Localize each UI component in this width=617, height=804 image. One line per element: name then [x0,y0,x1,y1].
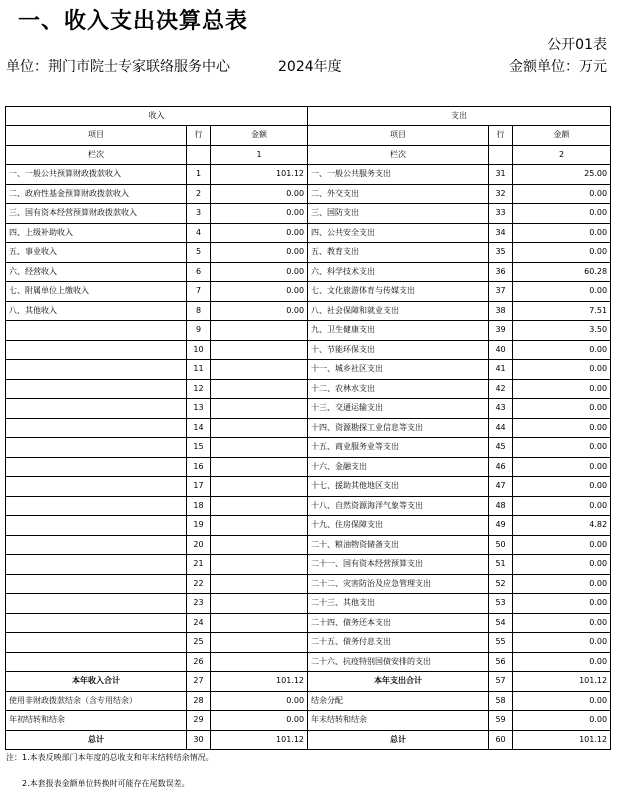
row-number: 43 [489,399,513,419]
income-amount: 0.00 [211,282,308,302]
expense-item: 五、教育支出 [308,243,489,263]
income-amount [211,360,308,380]
col-header-item: 项目 [6,126,187,146]
empty-cell [489,145,513,165]
income-item [6,360,187,380]
expense-item: 二十六、抗疫特别国债安排的支出 [308,652,489,672]
income-amount: 101.12 [211,165,308,185]
col-header-row-no: 行 [489,126,513,146]
row-number: 52 [489,574,513,594]
income-item [6,555,187,575]
total-expense-amount: 101.12 [513,672,611,692]
empty-cell [187,145,211,165]
income-item: 四、上级补助收入 [6,223,187,243]
expense-amount: 0.00 [513,399,611,419]
income-amount [211,340,308,360]
income-item: 三、国有资本经营预算财政拨款收入 [6,204,187,224]
expense-amount: 0.00 [513,457,611,477]
income-amount: 0.00 [211,301,308,321]
column-index-row [6,145,611,165]
row-number: 23 [187,594,211,614]
income-item: 一、一般公共预算财政拨款收入 [6,165,187,185]
row-number: 42 [489,379,513,399]
row-number: 30 [187,730,211,750]
expense-amount: 0.00 [513,379,611,399]
table-row [6,652,611,672]
expense-item: 十五、商业服务业等支出 [308,438,489,458]
income-item: 使用非财政拨款结余（含专用结余） [6,691,187,711]
income-item [6,399,187,419]
expense-item: 十三、交通运输支出 [308,399,489,419]
row-number: 34 [489,223,513,243]
income-amount [211,574,308,594]
row-number: 27 [187,672,211,692]
table-row [6,516,611,536]
expense-amount: 0.00 [513,418,611,438]
income-expense-table [5,106,611,750]
row-number: 18 [187,496,211,516]
column-header-row [6,126,611,146]
column-index-1: 1 [211,145,308,165]
expense-amount: 0.00 [513,496,611,516]
expense-amount: 0.00 [513,243,611,263]
table-row [6,457,611,477]
row-number: 15 [187,438,211,458]
row-number: 59 [489,711,513,731]
income-item [6,379,187,399]
expense-amount: 4.82 [513,516,611,536]
grand-total-expense: 101.12 [513,730,611,750]
row-number: 28 [187,691,211,711]
table-row [6,594,611,614]
row-number: 33 [489,204,513,224]
expense-amount: 0.00 [513,477,611,497]
row-number: 26 [187,652,211,672]
column-index-2: 2 [513,145,611,165]
expense-item: 九、卫生健康支出 [308,321,489,341]
row-number: 4 [187,223,211,243]
expense-item: 六、科学技术支出 [308,262,489,282]
income-amount [211,438,308,458]
footnote-2: 2.本套报表金额单位转换时可能存在尾数误差。 [22,779,190,788]
col-header-item: 项目 [308,126,489,146]
row-number: 7 [187,282,211,302]
expense-item: 十六、金融支出 [308,457,489,477]
expense-amount: 25.00 [513,165,611,185]
grand-total-income: 101.12 [211,730,308,750]
row-number: 40 [489,340,513,360]
row-number: 46 [489,457,513,477]
footnotes [6,752,214,804]
income-item [6,613,187,633]
expense-item: 七、文化旅游体育与传媒支出 [308,282,489,302]
income-amount [211,418,308,438]
table-row [6,399,611,419]
total-expense-label: 本年支出合计 [308,672,489,692]
row-number: 10 [187,340,211,360]
table-row [6,535,611,555]
table-row [6,574,611,594]
table-row [6,711,611,731]
expense-amount: 0.00 [513,633,611,653]
table-row [6,555,611,575]
row-number: 38 [489,301,513,321]
expense-amount: 60.28 [513,262,611,282]
table-row [6,262,611,282]
row-number: 31 [489,165,513,185]
table-row [6,633,611,653]
expense-amount: 0.00 [513,711,611,731]
row-number: 8 [187,301,211,321]
row-number: 17 [187,477,211,497]
expense-item: 十九、住房保障支出 [308,516,489,536]
row-number: 12 [187,379,211,399]
expense-item: 年末结转和结余 [308,711,489,731]
expense-item: 四、公共安全支出 [308,223,489,243]
row-number: 36 [489,262,513,282]
expense-amount: 0.00 [513,340,611,360]
income-amount: 0.00 [211,243,308,263]
row-number: 45 [489,438,513,458]
row-number: 35 [489,243,513,263]
income-amount: 0.00 [211,184,308,204]
row-number: 48 [489,496,513,516]
row-number: 37 [489,282,513,302]
income-item [6,652,187,672]
row-number: 44 [489,418,513,438]
income-amount [211,399,308,419]
income-item [6,418,187,438]
row-number: 60 [489,730,513,750]
row-number: 41 [489,360,513,380]
expense-section-header: 支出 [308,107,611,126]
income-amount: 0.00 [211,262,308,282]
table-row [6,691,611,711]
grand-total-label: 总计 [6,730,187,750]
income-amount [211,594,308,614]
expense-amount: 0.00 [513,184,611,204]
expense-amount: 0.00 [513,360,611,380]
expense-item: 十七、援助其他地区支出 [308,477,489,497]
expense-amount: 0.00 [513,652,611,672]
expense-item: 二十二、灾害防治及应急管理支出 [308,574,489,594]
expense-amount: 0.00 [513,204,611,224]
row-number: 20 [187,535,211,555]
income-amount [211,477,308,497]
income-amount: 0.00 [211,204,308,224]
footnote-1: 注：1.本表反映部门本年度的总收支和年末结转结余情况。 [6,753,214,762]
expense-item: 二十三、其他支出 [308,594,489,614]
expense-item: 八、社会保障和就业支出 [308,301,489,321]
grand-total-row [6,730,611,750]
table-row [6,496,611,516]
row-number: 6 [187,262,211,282]
currency-unit: 金额单位：万元 [509,59,607,75]
row-number: 49 [489,516,513,536]
row-number: 22 [187,574,211,594]
expense-item: 十、节能环保支出 [308,340,489,360]
expense-item: 十一、城乡社区支出 [308,360,489,380]
expense-item: 二十五、债务付息支出 [308,633,489,653]
income-item [6,457,187,477]
table-row [6,165,611,185]
income-item: 五、事业收入 [6,243,187,263]
col-header-row-no: 行 [187,126,211,146]
income-item: 二、政府性基金预算财政拨款收入 [6,184,187,204]
income-item [6,516,187,536]
income-item [6,438,187,458]
expense-item: 二、外交支出 [308,184,489,204]
expense-item: 十二、农林水支出 [308,379,489,399]
income-item: 八、其他收入 [6,301,187,321]
row-number: 53 [489,594,513,614]
table-row [6,282,611,302]
expense-item: 三、国防支出 [308,204,489,224]
income-item [6,594,187,614]
unit-name: 单位：荆门市院士专家联络服务中心 [6,59,230,75]
income-amount: 0.00 [211,223,308,243]
row-number: 58 [489,691,513,711]
col-header-amount: 金额 [513,126,611,146]
fiscal-year: 2024年度 [278,59,342,75]
expense-amount: 0.00 [513,594,611,614]
table-row [6,184,611,204]
row-number: 29 [187,711,211,731]
total-income-amount: 101.12 [211,672,308,692]
page-title: 一、收入支出决算总表 [18,9,249,34]
table-row [6,360,611,380]
row-number: 2 [187,184,211,204]
expense-item: 二十四、债务还本支出 [308,613,489,633]
expense-item: 一、一般公共服务支出 [308,165,489,185]
expense-amount: 7.51 [513,301,611,321]
income-amount [211,496,308,516]
expense-amount: 0.00 [513,535,611,555]
row-number: 25 [187,633,211,653]
grand-total-label: 总计 [308,730,489,750]
expense-amount: 0.00 [513,223,611,243]
row-number: 5 [187,243,211,263]
row-number: 57 [489,672,513,692]
expense-item: 十四、资源勘探工业信息等支出 [308,418,489,438]
income-item [6,321,187,341]
row-number: 9 [187,321,211,341]
row-number: 13 [187,399,211,419]
income-amount [211,379,308,399]
income-item [6,535,187,555]
row-number: 24 [187,613,211,633]
row-number: 51 [489,555,513,575]
income-amount [211,535,308,555]
row-number: 39 [489,321,513,341]
table-row [6,204,611,224]
row-number: 19 [187,516,211,536]
row-number: 1 [187,165,211,185]
expense-amount: 3.50 [513,321,611,341]
income-amount [211,555,308,575]
income-item: 年初结转和结余 [6,711,187,731]
annual-total-row [6,672,611,692]
table-row [6,301,611,321]
section-header-row [6,107,611,126]
income-item [6,574,187,594]
row-number: 16 [187,457,211,477]
row-number: 47 [489,477,513,497]
expense-item: 二十一、国有资本经营预算支出 [308,555,489,575]
row-number: 50 [489,535,513,555]
income-section-header: 收入 [6,107,308,126]
col-header-amount: 金额 [211,126,308,146]
table-row [6,379,611,399]
income-amount [211,321,308,341]
income-amount: 0.00 [211,711,308,731]
income-item [6,340,187,360]
income-item: 七、附属单位上缴收入 [6,282,187,302]
expense-amount: 0.00 [513,555,611,575]
table-row [6,438,611,458]
expense-amount: 0.00 [513,574,611,594]
form-number: 公开01表 [547,37,607,53]
row-number: 54 [489,613,513,633]
table-row [6,321,611,341]
table-row [6,418,611,438]
income-item: 六、经营收入 [6,262,187,282]
row-number: 56 [489,652,513,672]
income-item [6,633,187,653]
table-row [6,477,611,497]
income-amount [211,516,308,536]
expense-item: 十八、自然资源海洋气象等支出 [308,496,489,516]
income-amount [211,652,308,672]
row-number: 14 [187,418,211,438]
column-index-label: 栏次 [308,145,489,165]
income-item [6,496,187,516]
expense-amount: 0.00 [513,282,611,302]
table-row [6,243,611,263]
income-amount [211,613,308,633]
expense-amount: 0.00 [513,438,611,458]
expense-item: 结余分配 [308,691,489,711]
income-amount [211,457,308,477]
total-income-label: 本年收入合计 [6,672,187,692]
column-index-label: 栏次 [6,145,187,165]
expense-amount: 0.00 [513,613,611,633]
expense-item: 二十、粮油物资储备支出 [308,535,489,555]
expense-amount: 0.00 [513,691,611,711]
row-number: 3 [187,204,211,224]
row-number: 32 [489,184,513,204]
row-number: 11 [187,360,211,380]
income-item [6,477,187,497]
row-number: 55 [489,633,513,653]
row-number: 21 [187,555,211,575]
income-amount: 0.00 [211,691,308,711]
table-row [6,340,611,360]
table-row [6,613,611,633]
income-amount [211,633,308,653]
table-row [6,223,611,243]
